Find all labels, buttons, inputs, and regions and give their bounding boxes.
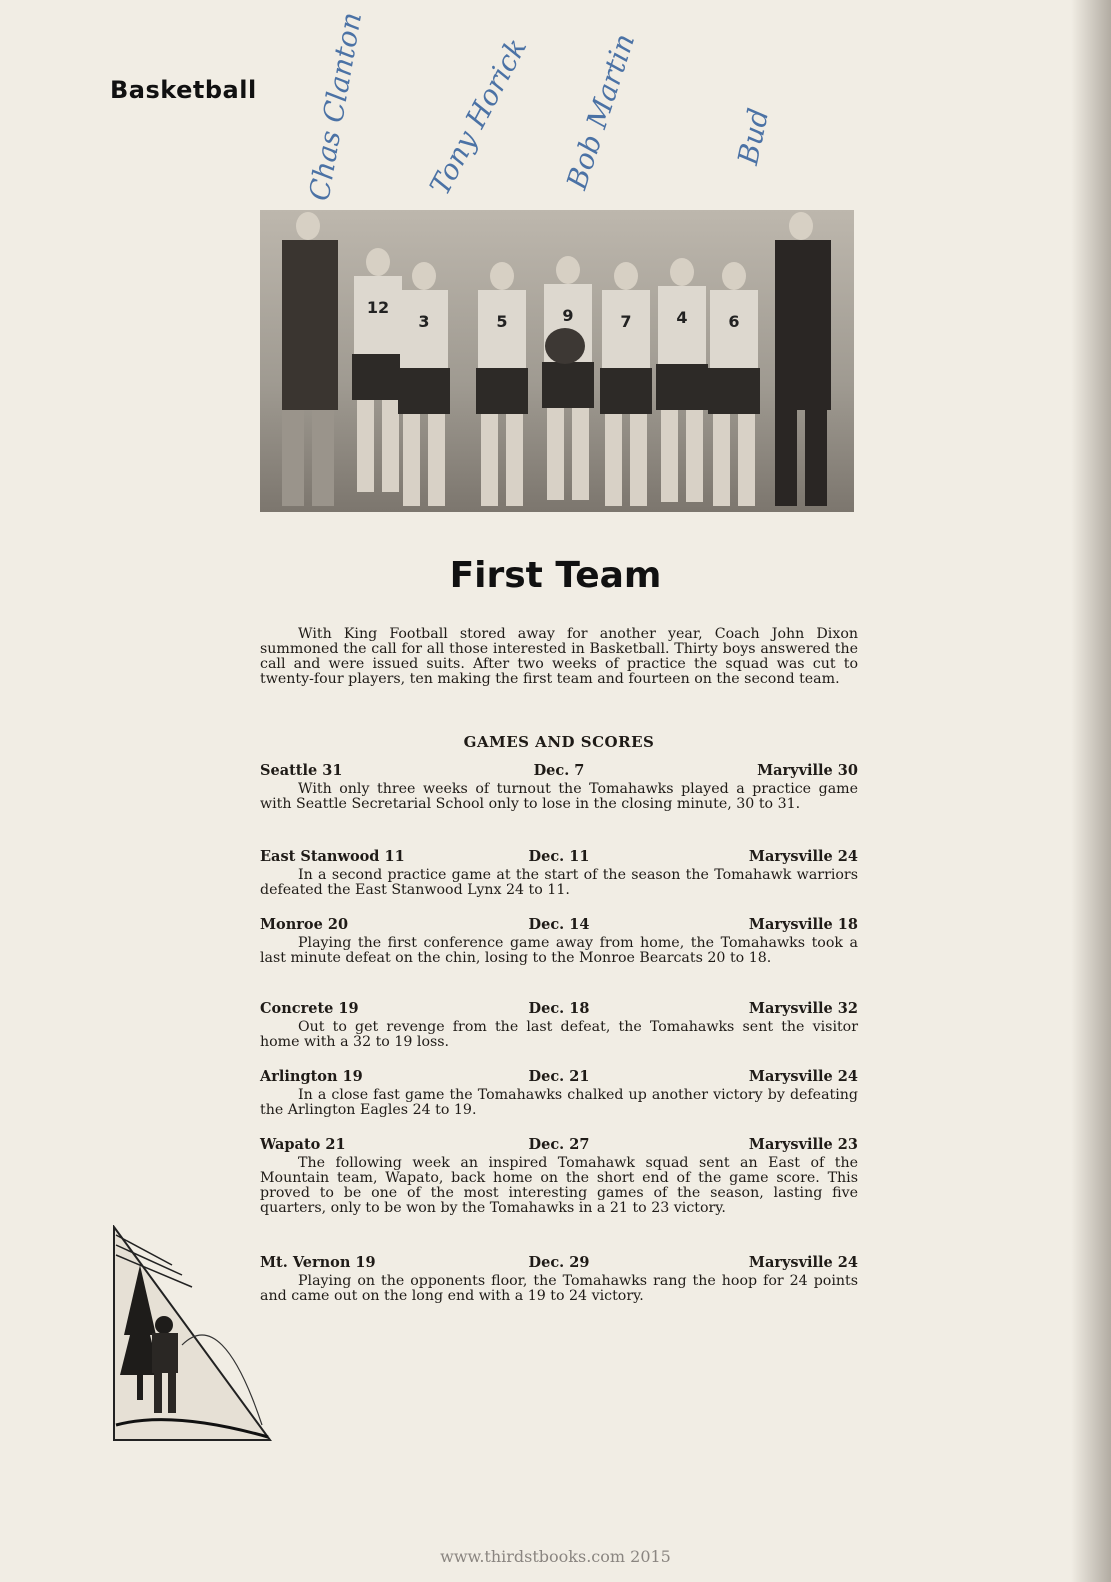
team-photo <box>260 210 854 512</box>
home-score: Marysville 32 <box>748 1000 858 1017</box>
opponent-score: Wapato 21 <box>260 1136 346 1153</box>
player-figure <box>398 262 450 506</box>
opponent-score: Seattle 31 <box>260 762 343 779</box>
player-figure <box>656 258 708 502</box>
game-entry <box>260 916 858 966</box>
game-description: Playing the first conference game away from home, the Tomahawks took a last minute defeat on the chin, losing to the Monroe Bearcats 20 to 18. <box>260 935 858 966</box>
game-entry <box>260 848 858 898</box>
jersey-number: 4 <box>676 308 688 327</box>
player-figure <box>476 262 528 506</box>
game-entry <box>260 1254 858 1304</box>
player-figure <box>708 262 760 506</box>
home-score: Marysville 18 <box>748 916 858 933</box>
intro-paragraph: With King Football stored away for another year, Coach John Dixon summoned the call for all those interested in Basketball. Thirty boys answered the call and were issued suits. After two weeks of practice the squad was cut to twenty-four players, ten making the first team and fourteen on the second team. <box>260 626 858 687</box>
opponent-score: Monroe 20 <box>260 916 349 933</box>
game-description: The following week an inspired Tomahawk squad sent an East of the Mountain team, Wapato, back home on the short end of the game score. This proved to be one of the most interesting games of the season, lasting five quarters, only to be won by the Tomahawks in a 21 to 23 victory. <box>260 1155 858 1216</box>
home-score: Marysville 23 <box>748 1136 858 1153</box>
page-title: First Team <box>449 555 662 596</box>
opponent-score: Mt. Vernon 19 <box>260 1254 376 1271</box>
game-entry <box>260 1000 858 1050</box>
game-date: Dec. 29 <box>528 1254 590 1271</box>
player-figure <box>542 256 594 500</box>
game-date: Dec. 21 <box>528 1068 590 1085</box>
jersey-number: 9 <box>562 306 574 325</box>
game-entry <box>260 762 858 812</box>
games-heading: GAMES AND SCORES <box>463 733 655 751</box>
game-date: Dec. 14 <box>528 916 590 933</box>
player-figure <box>600 262 652 506</box>
footer-watermark: www.thirdstbooks.com 2015 <box>440 1547 671 1566</box>
home-score: Marysville 24 <box>748 848 858 865</box>
game-entry <box>260 1136 858 1216</box>
section-label: Basketball <box>110 76 257 104</box>
jersey-number: 12 <box>366 298 390 317</box>
game-description: Playing on the opponents floor, the Tomahawks rang the hoop for 24 points and came out on the long end with a 19 to 24 victory. <box>260 1273 858 1304</box>
woodsman-illustration <box>112 1225 272 1445</box>
page-edge-shadow <box>1071 0 1111 1582</box>
signature-4: Bud <box>731 105 776 168</box>
player-figure <box>282 212 334 506</box>
jersey-number: 3 <box>418 312 430 331</box>
coach-figure <box>775 212 827 506</box>
game-description: With only three weeks of turnout the Tomahawks played a practice game with Seattle Secretarial School only to lose in the closing minute, 30 to 31. <box>260 781 858 812</box>
home-score: Maryville 30 <box>757 762 858 779</box>
signature-1: Chas Clanton <box>302 9 369 204</box>
home-score: Marysville 24 <box>748 1254 858 1271</box>
opponent-score: Concrete 19 <box>260 1000 359 1017</box>
signature-3: Bob Martin <box>560 29 642 194</box>
game-description: In a second practice game at the start of the season the Tomahawk warriors defeated the East Stanwood Lynx 24 to 11. <box>260 867 858 898</box>
player-figure <box>352 248 404 492</box>
game-description: Out to get revenge from the last defeat, the Tomahawks sent the visitor home with a 32 to 19 loss. <box>260 1019 858 1050</box>
game-date: Dec. 11 <box>528 848 590 865</box>
game-date: Dec. 18 <box>528 1000 590 1017</box>
opponent-score: East Stanwood 11 <box>260 848 405 865</box>
signature-2: Tony Horick <box>423 32 534 201</box>
game-date: Dec. 27 <box>528 1136 590 1153</box>
opponent-score: Arlington 19 <box>260 1068 363 1085</box>
jersey-number: 5 <box>496 312 508 331</box>
jersey-number: 6 <box>728 312 740 331</box>
game-date: Dec. 7 <box>533 762 585 779</box>
basketball <box>545 328 585 364</box>
jersey-number: 7 <box>620 312 632 331</box>
home-score: Marysville 24 <box>748 1068 858 1085</box>
game-entry <box>260 1068 858 1118</box>
game-description: In a close fast game the Tomahawks chalked up another victory by defeating the Arlington Eagles 24 to 19. <box>260 1087 858 1118</box>
